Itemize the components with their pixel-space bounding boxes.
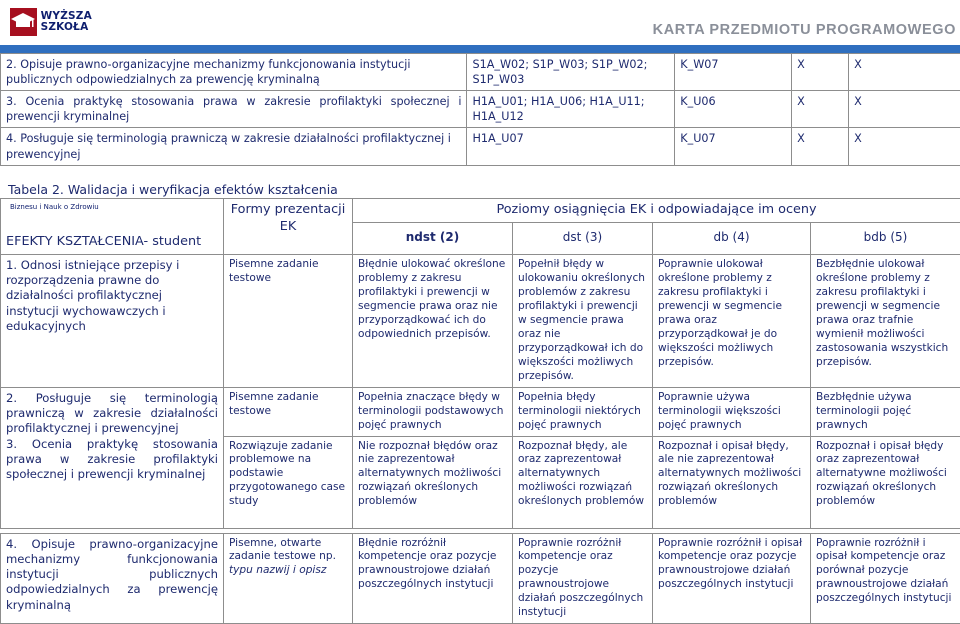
grade-5-description: Bezbłędnie używa terminologii pojęć prawnych xyxy=(811,387,960,436)
grade-5-description: Rozpoznał i opisał błędy oraz zaprezentował alternatywne możliwości rozwiązań określonych problemów xyxy=(811,436,960,528)
grade-2-description: Nie rozpoznał błędów oraz nie zaprezentował alternatywnych możliwości rozwiązań określonych problemów xyxy=(353,436,513,528)
mark-x: X xyxy=(792,128,849,165)
k-code: K_U06 xyxy=(675,91,792,128)
logo-subtitle: Biznesu i Nauk o Zdrowiu xyxy=(10,204,960,211)
reference-codes: S1A_W02; S1P_W03; S1P_W02; S1P_W03 xyxy=(467,54,675,91)
mark-x: X xyxy=(849,128,960,165)
effects-reference-table xyxy=(0,53,960,166)
mark-x: X xyxy=(792,91,849,128)
presentation-form: Pisemne zadanie testowe xyxy=(224,254,353,387)
grade-2-description: Błędnie rozróżnił kompetencje oraz pozycje prawnoustrojowe działań poszczególnych instytucji xyxy=(353,533,513,624)
grade-4-description: Poprawnie rozróżnił i opisał kompetencje oraz pozycje prawnoustrojowe działań poszczególnych instytucji xyxy=(653,533,811,624)
mark-x: X xyxy=(849,91,960,128)
effect-text: 4. Opisuje prawno-organizacyjne mechanizmy funkcjonowania instytucji publicznych odpowiedzialnych za prewencję kryminalną xyxy=(1,533,224,624)
effect-text: 3. Ocenia praktykę stosowania prawa w zakresie profilaktyki społecznej i prewencji kryminalnej xyxy=(1,91,467,128)
effect-text: 1. Odnosi istniejące przepisy i rozporządzenia prawne do działalności profilaktycznej instytucji wychowawczych i edukacyjnych xyxy=(1,254,224,387)
grade-db: db (4) xyxy=(653,222,811,254)
form-example: typu nazwij i opisz xyxy=(229,564,326,576)
grade-2-description: Popełnia znaczące błędy w terminologii podstawowych pojęć prawnych xyxy=(353,387,513,436)
k-code: K_W07 xyxy=(675,54,792,91)
effect-text: 2. Opisuje prawno-organizacyjne mechanizmy funkcjonowania instytucji publicznych odpowiedzialnych za prewencję kryminalną xyxy=(1,54,467,91)
presentation-form xyxy=(224,533,353,624)
k-code: K_U07 xyxy=(675,128,792,165)
effects-header: EFEKTY KSZTAŁCENIA- student xyxy=(1,199,224,255)
table-row xyxy=(1,54,960,91)
grade-5-description: Poprawnie rozróżnił i opisał kompetencje oraz porównał pozycje prawnoustrojowe działań poszczególnych instytucji xyxy=(811,533,960,624)
table-row xyxy=(1,91,960,128)
table-row xyxy=(1,533,960,624)
reference-codes: H1A_U01; H1A_U06; H1A_U11; H1A_U12 xyxy=(467,91,675,128)
grade-5-description: Bezbłędnie ulokował określone problemy z zakresu profilaktyki i prewencji w segmencie prawa oraz trafnie wymienił możliwości zastosowania wszystkich przepisów. xyxy=(811,254,960,387)
mark-x: X xyxy=(792,54,849,91)
effect-text: 4. Posługuje się terminologią prawniczą w zakresie działalności profilaktycznej i prewencyjnej xyxy=(1,128,467,165)
grade-3-description: Popełnia błędy terminologii niektórych pojęć prawnych xyxy=(513,387,653,436)
grade-3-description: Poprawnie rozróżnił kompetencje oraz pozycje prawnoustrojowe działań poszczególnych instytucji xyxy=(513,533,653,624)
grade-ndst: ndst (2) xyxy=(353,222,513,254)
school-logo xyxy=(10,6,132,38)
grade-4-description: Poprawnie używa terminologii większości pojęć prawnych xyxy=(653,387,811,436)
form-text: Pisemne, otwarte zadanie testowe np. xyxy=(229,537,336,563)
grade-3-description: Popełnił błędy w ulokowaniu określonych problemów z zakresu profilaktyki i prewencji w segmencie prawa oraz nie przyporządkował ich do większości możliwych przepisów. xyxy=(513,254,653,387)
effect-text xyxy=(1,387,224,528)
table-row xyxy=(1,387,960,436)
effect-3: 3. Ocenia praktykę stosowania prawa w zakresie profilaktyki społecznej i prewencji kryminalnej xyxy=(6,437,218,483)
grade-4-description: Poprawnie ulokował określone problemy z zakresu profilaktyki i prewencji w segmencie prawa oraz przyporządkował je do większości możliwych przepisów. xyxy=(653,254,811,387)
presentation-form: Pisemne zadanie testowe xyxy=(224,387,353,436)
grade-dst: dst (3) xyxy=(513,222,653,254)
effect-2: 2. Posługuje się terminologią prawniczą w zakresie działalności profilaktycznej i prewencyjnej xyxy=(6,391,218,437)
forms-header: Formy prezentacji EK xyxy=(224,199,353,255)
mark-x: X xyxy=(849,54,960,91)
validation-table xyxy=(0,198,960,624)
header-divider xyxy=(0,45,960,53)
document-title: KARTA PRZEDMIOTU PROGRAMOWEGO xyxy=(653,22,956,38)
grade-2-description: Błędnie ulokować określone problemy z zakresu profilaktyki i prewencji w segmencie prawa oraz nie przyporządkować ich do odpowiednich przepisów. xyxy=(353,254,513,387)
table-caption: Tabela 2. Walidacja i weryfikacja efektów kształcenia xyxy=(8,182,338,197)
grade-3-description: Rozpoznał błędy, ale oraz zaprezentował alternatywnych możliwości rozwiązań określonych problemów xyxy=(513,436,653,528)
presentation-form: Rozwiązuje zadanie problemowe na podstawie przygotowanego case study xyxy=(224,436,353,528)
levels-header: Poziomy osiągnięcia EK i odpowiadające im oceny xyxy=(353,199,960,223)
grade-4-description: Rozpoznał i opisał błędy, ale nie zaprezentował alternatywnych możliwości rozwiązań określonych problemów xyxy=(653,436,811,528)
table-row xyxy=(1,254,960,387)
reference-codes: H1A_U07 xyxy=(467,128,675,165)
graduation-cap-icon xyxy=(10,8,37,36)
logo-name: WYŻSZA SZKOŁA xyxy=(41,11,132,33)
table-row xyxy=(1,128,960,165)
grade-bdb: bdb (5) xyxy=(811,222,960,254)
table-header-row xyxy=(1,199,960,223)
